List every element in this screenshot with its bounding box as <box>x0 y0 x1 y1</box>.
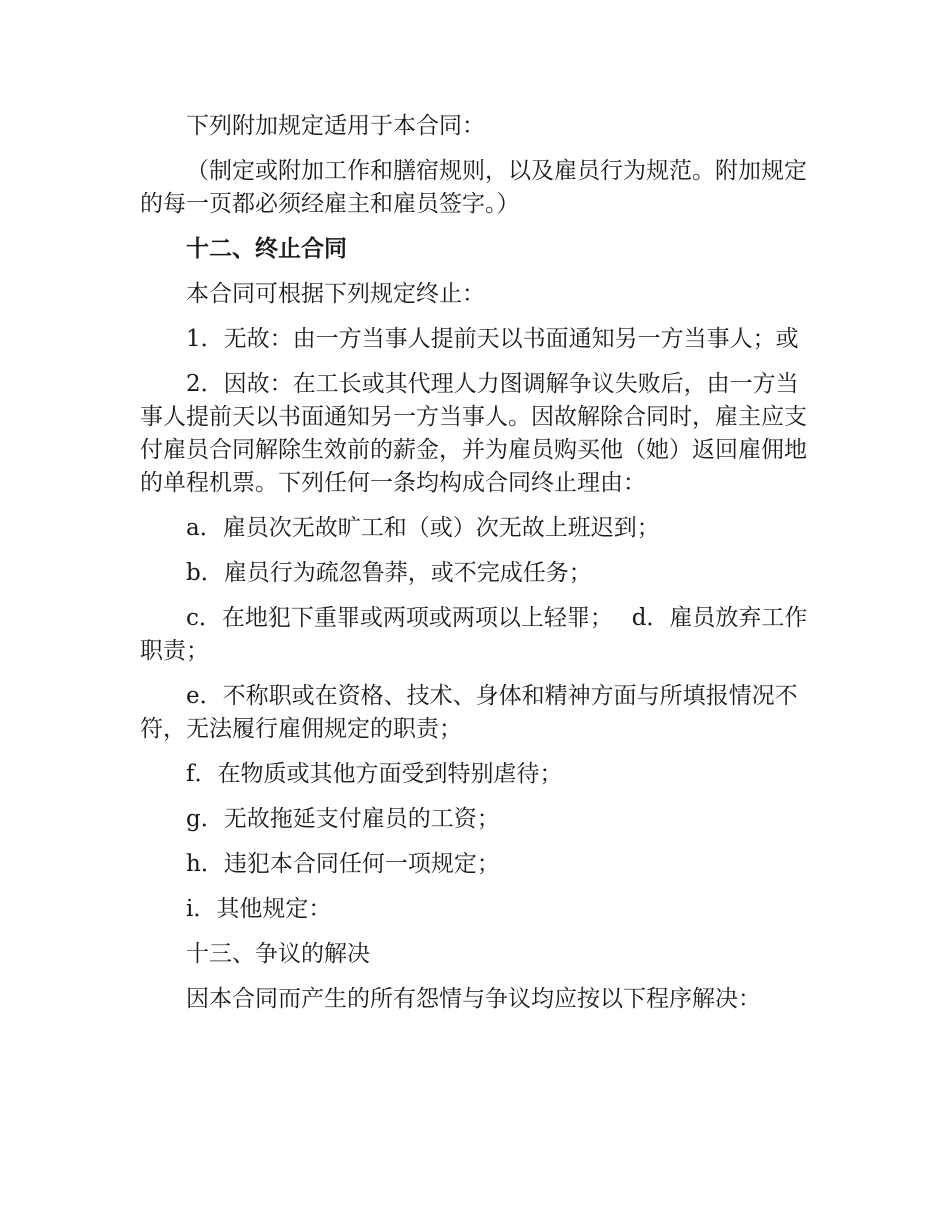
list-item-c-d: c．在地犯下重罪或两项或两项以上轻罪； d．雇员放弃工作职责； <box>140 605 808 664</box>
document-body <box>140 110 812 1028</box>
section-heading-termination: 十二、终止合同 <box>186 236 347 262</box>
paragraph-dispute-procedure: 因本合同而产生的所有怨情与争议均应按以下程序解决： <box>186 986 761 1012</box>
list-item-b: b．雇员行为疏忽鲁莽，或不完成任务； <box>186 560 592 586</box>
list-item-e: e．不称职或在资格、技术、身体和精神方面与所填报情况不符，无法履行雇佣规定的职责； <box>140 683 798 742</box>
list-item-g: g．无故拖延支付雇员的工资； <box>186 806 500 832</box>
paragraph-additional-rules-intro: 下列附加规定适用于本合同： <box>186 113 485 139</box>
paragraph-termination-intro: 本合同可根据下列规定终止： <box>186 281 485 307</box>
list-item-f: f．在物质或其他方面受到特别虐待； <box>186 761 563 787</box>
list-item-a: a．雇员次无故旷工和（或）次无故上班迟到； <box>186 515 660 541</box>
list-item-i: i．其他规定： <box>186 896 332 922</box>
clause-with-cause: 2．因故：在工长或其代理人力图调解争议失败后，由一方当事人提前天以书面通知另一方当事人。因故解除合同时，雇主应支付雇员合同解除生效前的薪金，并为雇员购买他（她）返回雇佣地的单程机票。下列任何一条均构成合同终止理由： <box>140 371 807 496</box>
clause-without-cause: 1．无故：由一方当事人提前天以书面通知另一方当事人；或 <box>186 326 799 352</box>
section-heading-dispute-resolution: 十三、争议的解决 <box>186 941 370 967</box>
list-item-h: h．违犯本合同任何一项规定； <box>186 851 500 877</box>
paragraph-additional-rules-note: （制定或附加工作和膳宿规则，以及雇员行为规范。附加规定的每一页都必须经雇主和雇员签字。） <box>140 158 807 217</box>
